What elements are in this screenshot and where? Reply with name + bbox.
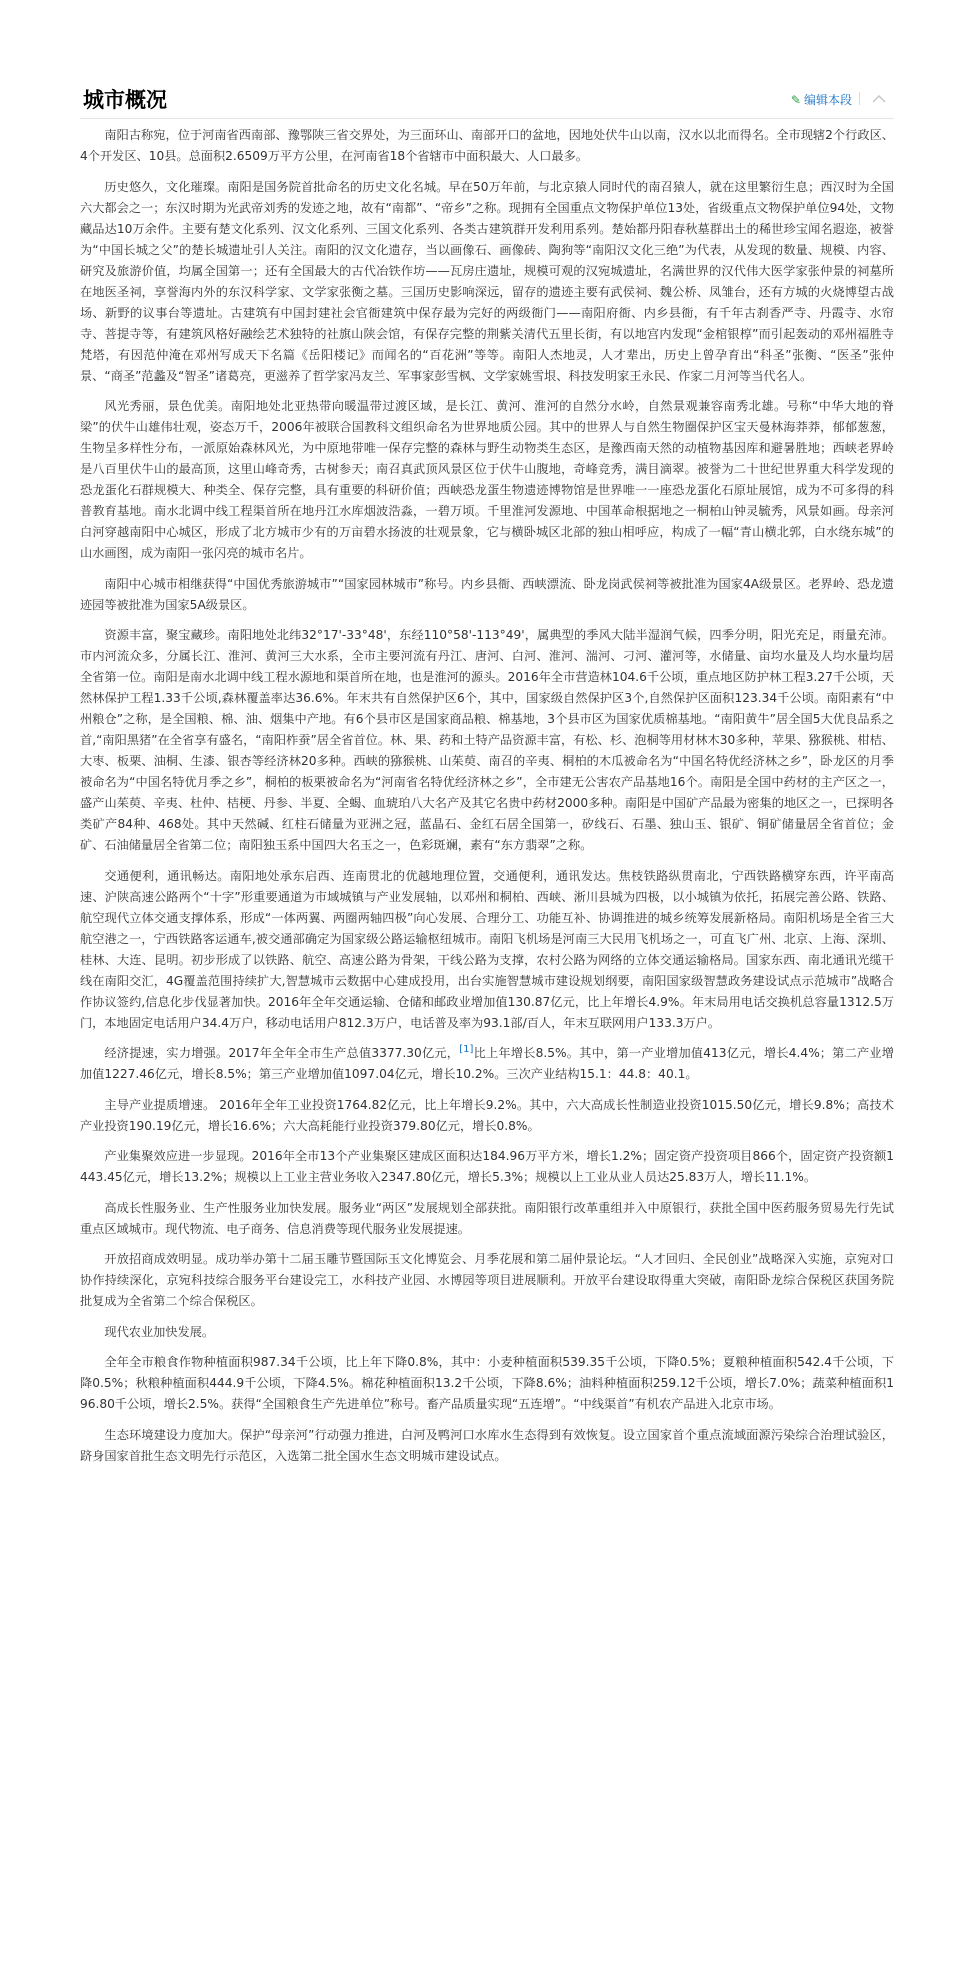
reference-link[interactable]: [1] [459,1043,474,1055]
paragraph-transport: 交通便利，通讯畅达。南阳地处承东启西、连南贯北的优越地理位置，交通便利，通讯发达。焦枝铁路纵贯南北，宁西铁路横穿东西，许平南高速、沪陕高速公路两个“十字”形重要通道为市域城镇与产业发展轴，以邓州和桐柏、西峡、淅川县城为四极，以小城镇为依托，拓展完善公路、铁路、航空现代立体交通支撑体系，形成“一体两翼、两圈两轴四极”向心发展、合理分工、功能互补、协调推进的城乡统筹发展新格局。南阳机场是全省三大航空港之一，宁西铁路客运通车,被交通部确定为国家级公路运输枢纽城市。南阳飞机场是河南三大民用飞机场之一，可直飞广州、北京、上海、深圳、桂林、大连、昆明。初步形成了以铁路、航空、高速公路为骨架，干线公路为支撑，农村公路为网络的立体交通运输格局。国家东西、南北通讯光缆干线在南阳交汇，4G覆盖范围持续扩大,智慧城市云数据中心建成投用，出台实施智慧城市建设规划纲要，南阳国家级智慧政务建设试点示范城市”战略合作协议签约,信息化步伐显著加快。2016年全年交通运输、仓储和邮政业增加值130.87亿元，比上年增长4.9%。年末局用电话交换机总容量1312.5万门，本地固定电话用户34.4万户，移动电话用户812.3万户，电话普及率为93.1部/百人，年末互联网用户133.3万户。 [80,868,894,1030]
edit-section-label: 编辑本段 [803,93,852,107]
edit-section-link[interactable] [791,91,852,108]
paragraph-resources: 资源丰富，聚宝藏珍。南阳地处北纬32°17'-33°48'，东经110°58'-113°49'，属典型的季风大陆半湿润气候，四季分明，阳光充足，雨量充沛。市内河流众多，分属长江、淮河、黄河三大水系，全市主要河流有丹江、唐河、白河、淮河、湍河、刁河、灌河等，水储量、亩均水量及人均水量均居全省第一位。南阳是南水北调中线工程水源地和渠首所在地，也是淮河的源头。2016年全市营造林104.6千公顷，重点地区防护林工程3.27千公顷，天然林保护工程1.33千公顷,森林覆盖率达36.6%。年末共有自然保护区6个，其中，国家级自然保护区3个,自然保护区面积123.34千公顷。南阳素有“中州粮仓”之称，是全国粮、棉、油、烟集中产地。有6个县市区是国家商品粮、棉基地，3个县市区为国家优质棉基地。“南阳黄牛”居全国5大优良品系之首,“南阳黑猪”在全省享有盛名，“南阳柞蚕”居全省首位。林、果、药和土特产品资源丰富，有松、杉、泡桐等用材林木30多种，苹果、猕猴桃、柑桔、大枣、板栗、油桐、生漆、银杏等经济林20多种。西峡的猕猴桃、山茱萸、南召的辛夷、桐柏的木瓜被命名为“中国名特优经济林之乡”，卧龙区的月季被命名为“中国名特优月季之乡”，桐柏的板栗被命名为“河南省名特优经济林之乡”，全市建无公害农产品基地16个。南阳是全国中药材的主产区之一，盛产山茱萸、辛夷、杜仲、桔梗、丹参、半夏、全蝎、血琥珀八大名产及其它名贵中药材2000多种。南阳是中国矿产品最为密集的地区之一，已探明各类矿产84种、468处。其中天然碱、红柱石储量为亚洲之冠，蓝晶石、金红石居全国第一，矽线石、石墨、独山玉、银矿、铜矿储量居全省首位；金矿、石油储量居全省第二位；南阳独玉系中国四大名玉之一，色彩斑斓，素有“东方翡翠”之称。 [80,628,894,852]
paragraph-agriculture-heading: 现代农业加快发展。 [104,1324,215,1339]
pencil-icon: ✎ [790,93,801,107]
section-title: 城市概况 [83,88,167,112]
paragraph-agriculture: 全年全市粮食作物种植面积987.34千公顷，比上年下降0.8%，其中：小麦种植面积539.35千公顷，下降0.5%；夏粮种植面积542.4千公顷，下降0.5%；秋粮种植面积444.9千公顷，下降4.5%。棉花种植面积13.2千公顷，下降8.6%；油料种植面积259.12千公顷，增长7.0%；蔬菜种植面积196.80千公顷，增长2.5%。获得“全国粮食生产先进单位”称号。畜产品质量实现“五连增”。“中线渠首”有机农产品进入北京市场。 [80,1355,894,1411]
paragraph-history: 历史悠久，文化璀璨。南阳是国务院首批命名的历史文化名城。早在50万年前，与北京猿人同时代的南召猿人，就在这里繁衍生息；西汉时为全国六大都会之一；东汉时期为光武帝刘秀的发迹之地，故有“南都”、“帝乡”之称。现拥有全国重点文物保护单位13处，省级重点文物保护单位94处，文物藏品达10万余件。主要有楚文化系列、汉文化系列、三国文化系列、各类古建筑群开发利用系列。楚始都丹阳春秋墓群出土的稀世珍宝闻名遐迩，被誉为“中国长城之父”的楚长城遗址引人关注。南阳的汉文化遗存，当以画像石、画像砖、陶狗等“南阳汉文化三绝”为代表，从发现的数量、规模、内容、研究及旅游价值，均属全国第一；还有全国最大的古代冶铁作坊——瓦房庄遗址，规模可观的汉宛城遗址，名满世界的汉代伟大医学家张仲景的祠墓所在地医圣祠，享誉海内外的东汉科学家、文学家张衡之墓。三国历史影响深远，留存的遗迹主要有武侯祠、魏公桥、凤雏台，还有方城的火烧博望古战场、新野的议事台等遗址。古建筑有中国封建社会官衙建筑中保存最为完好的两级衙门——南阳府衙、内乡县衙，有千年古刹香严寺、丹霞寺、水帘寺、菩提寺等，有建筑风格好融绘艺术独特的社旗山陕会馆，有保存完整的荆紫关清代五里长街，有以地宫内发现“金棺银椁”而引起轰动的邓州福胜寺梵塔，有因范仲淹在邓州写成天下名篇《岳阳楼记》而闻名的“百花洲”等等。南阳人杰地灵，人才辈出，历史上曾孕育出“科圣”张衡、“医圣”张仲景、“商圣”范蠡及“智圣”诸葛亮，更滋养了哲学家冯友兰、军事家彭雪枫、文学家姚雪垠、科技发明家王永民、作家二月河等当代名人。 [80,179,894,383]
city-overview-section [80,78,894,1476]
section-body [80,125,894,1467]
economy-text-end: 比上年增长8.5%。其中，第一产业增加值413亿元，增长4.4%；第二产业增加值1227.46亿元，增长8.5%；第三产业增加值1097.04亿元，增长10.2%。三次产业结构15.1：44.8：40.1。 [80,1046,894,1081]
paragraph-services: 高成长性服务业、生产性服务业加快发展。服务业“两区”发展规划全部获批。南阳银行改革重组并入中原银行，获批全国中医药服务贸易先行先试重点区域城市。现代物流、电子商务、信息消费等现代服务业发展提速。 [80,1200,894,1236]
paragraph-industrial-clusters: 产业集聚效应进一步显现。2016年全市13个产业集聚区建成区面积达184.96万平方米，增长1.2%；固定资产投资项目866个，固定资产投资额1443.45亿元，增长13.2%；规模以上工业主营业务收入2347.80亿元，增长5.3%；规模以上工业从业人员达25.83万人，增长11.1%。 [80,1149,894,1184]
chevron-up-icon [868,90,890,108]
section-header [80,78,894,119]
paragraph-overview: 南阳古称宛，位于河南省西南部、豫鄂陕三省交界处，为三面环山、南部开口的盆地，因地处伏牛山以南，汉水以北而得名。全市现辖2个行政区、4个开发区、10县。总面积2.6509万平方公里，在河南省18个省辖市中面积最大、人口最多。 [80,128,894,163]
paragraph-investment: 开放招商成效明显。成功举办第十二届玉雕节暨国际玉文化博览会、月季花展和第二届仲景论坛。“人才回归、全民创业”战略深入实施，京宛对口协作持续深化，京宛科技综合服务平台建设完工，水科技产业园、水博园等项目进展顺利。开放平台建设取得重大突破，南阳卧龙综合保税区获国务院批复成为全省第二个综合保税区。 [80,1252,894,1308]
collapse-button[interactable] [868,90,890,108]
paragraph-industry: 主导产业提质增速。 2016年全年工业投资1764.82亿元，比上年增长9.2%。其中，六大高成长性制造业投资1015.50亿元，增长9.8%；高技术产业投资190.19亿元，增长16.6%；六大高耗能行业投资379.80亿元，增长0.8%。 [80,1097,894,1133]
paragraph-economy [80,1043,894,1085]
header-divider [859,92,860,105]
economy-text-start: 经济提速，实力增强。2017年全年全市生产总值3377.30亿元， [104,1046,460,1060]
paragraph-scenery: 风光秀丽，景色优美。南阳地处北亚热带向暖温带过渡区域，是长江、黄河、淮河的自然分水岭，自然景观兼容南秀北雄。号称“中华大地的脊梁”的伏牛山雄伟壮观，姿态万千，2006年被联合国教科文组织命名为世界地质公园。其中的世界人与自然生物圈保护区宝天曼林海莽莽，郁郁葱葱，生物呈多样性分布，一派原始森林风光，为中原地带唯一保存完整的森林与野生动物类生态区，是豫西南天然的动植物基因库和避暑胜地；西峡老界岭是八百里伏牛山的最高顶，这里山峰奇秀，古树参天；南召真武顶风景区位于伏牛山腹地，奇峰竞秀，满目滴翠。被誉为二十世纪世界重大科学发现的恐龙蛋化石群规模大、种类全、保存完整，具有重要的科研价值；西峡恐龙蛋生物遗迹博物馆是世界唯一一座恐龙蛋化石原址展馆，成为不可多得的科普教育基地。南水北调中线工程渠首所在地丹江水库烟波浩淼，一碧万顷。千里淮河发源地、中国革命根据地之一桐柏山钟灵毓秀，风景如画。母亲河白河穿越南阳中心城区，形成了北方城市少有的万亩碧水扬波的壮观景象，它与横卧城区北部的独山相呼应，构成了一幅“青山横北郭，白水绕东城”的山水画图，成为南阳一张闪亮的城市名片。 [80,399,894,560]
paragraph-tourism: 南阳中心城市相继获得“中国优秀旅游城市”“国家园林城市”称号。内乡县衙、西峡漂流、卧龙岗武侯祠等被批准为国家4A级景区。老界岭、恐龙遗迹园等被批准为国家5A级景区。 [80,576,894,612]
paragraph-ecology: 生态环境建设力度加大。保护“母亲河”行动强力推进，白河及鸭河口水库水生态得到有效恢复。设立国家首个重点流域面源污染综合治理试验区，跻身国家首批生态文明先行示范区，入选第二批全国水生态文明城市建设试点。 [80,1427,894,1463]
